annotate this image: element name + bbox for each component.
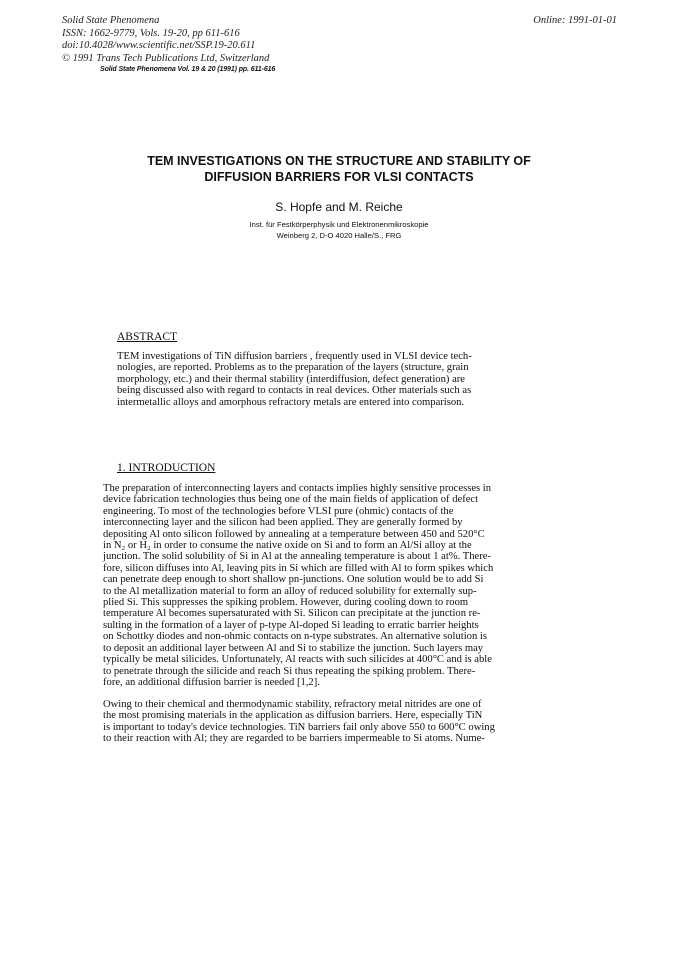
text-line: to deposit an additional layer between Al and Si to stabilize the junction. Such layers may [103, 642, 484, 654]
introduction-paragraph-2 [103, 699, 548, 745]
journal-citation: Solid State Phenomena Vol. 19 & 20 (1991) pp. 611-616 [100, 66, 276, 73]
text-line: the most promising materials in the application as diffusion barriers. Here, especially TiN [103, 710, 483, 722]
text-line: is important to today's device technologies. TiN barriers fail only above 550 to 600°C owing [103, 721, 495, 733]
introduction-paragraph-1 [103, 483, 548, 688]
text-line: temperature Al becomes supersaturated with Si. Silicon can precipitate at the junction re- [103, 608, 481, 620]
abstract-text [117, 351, 547, 408]
text-line: nologies, are reported. Problems as to the preparation of the layers (structure, grain [117, 362, 469, 374]
copyright-line: © 1991 Trans Tech Publications Ltd, Switzerland [62, 52, 270, 64]
text-line: TEM investigations of TiN diffusion barriers , frequently used in VLSI device tech- [117, 351, 472, 362]
introduction-heading: 1. INTRODUCTION [117, 462, 216, 474]
text-line: to penetrate through the silicide and reach Si thus repeating the spiking problem. There- [103, 665, 476, 677]
authors: S. Hopfe and M. Reiche [275, 200, 403, 214]
text-line: fore, silicon diffuses into Al, leaving pits in Si which are filled with Al to form spikes which [103, 562, 494, 574]
publication-metadata [62, 15, 617, 65]
text-line: junction. The solid solubility of Si in Al at the annealing temperature is about 1 at%. There- [103, 551, 491, 563]
title-line: DIFFUSION BARRIERS FOR VLSI CONTACTS [204, 170, 474, 184]
paper-title [100, 153, 578, 185]
text-line: depositing Al onto silicon followed by annealing at a temperature between 450 and 520°C [103, 528, 485, 540]
text-line: in N₂ or H₂ in order to consume the native oxide on Si and to form an Al/Si alloy at the [103, 540, 472, 552]
text-line: morphology, etc.) and their thermal stability (interdiffusion, defect generation) are [117, 373, 466, 385]
abstract-heading: ABSTRACT [117, 331, 178, 343]
text-line: engineering. To most of the technologies before VLSI pure (ohmic) contacts of the [103, 505, 454, 517]
text-line: sulting in the formation of a layer of p-type Al-doped Si leading to erratic barrier heights [103, 619, 479, 631]
doi-line: doi:10.4028/www.scientific.net/SSP.19-20.611 [62, 40, 256, 51]
journal-name: Solid State Phenomena [62, 15, 160, 26]
text-line: fore, an additional diffusion barrier is needed [1,2]. [103, 676, 320, 688]
text-line: typically be metal silicides. Unfortunately, Al reacts with such silicides at 400°C and is able [103, 654, 492, 666]
text-line: being discussed also with regard to contacts in real devices. Other materials such as [117, 385, 472, 397]
text-line: to their reaction with Al; they are regarded to be barriers impermeable to Si atoms. Nume- [103, 733, 485, 745]
issn-line: ISSN: 1662-9779, Vols. 19-20, pp 611-616 [62, 27, 240, 39]
text-line: interconnecting layer and the silicon had been applied. They are generally formed by [103, 517, 463, 529]
text-line: can penetrate deep enough to short shallow pn-junctions. One solution would be to add Si [103, 574, 484, 586]
affiliation-line: Weinberg 2, D-O 4020 Halle/S., FRG [276, 231, 402, 240]
text-line: intermetallic alloys and amorphous refractory metals are entered into comparison. [117, 396, 465, 408]
text-line: to the Al metallization material to form an alloy of reduced solubility for externally sup- [103, 585, 477, 597]
text-line: device fabrication technologies thus being one of the main fields of application of defect [103, 494, 479, 506]
affiliation-line: Inst. für Festkörperphysik und Elektronenmikroskopie [249, 220, 429, 229]
text-line: Owing to their chemical and thermodynamic stability, refractory metal nitrides are one of [103, 699, 482, 710]
online-date: Online: 1991-01-01 [533, 15, 617, 26]
text-line: plied Si. This suppresses the spiking problem. However, during cooling down to room [103, 597, 469, 609]
title-line: TEM INVESTIGATIONS ON THE STRUCTURE AND STABILITY OF [147, 154, 531, 168]
affiliation [100, 219, 578, 241]
text-line: The preparation of interconnecting layers and contacts implies highly sensitive processes in [103, 483, 492, 494]
text-line: on Schottky diodes and non-ohmic contacts on n-type substrates. An alternative solution is [103, 631, 487, 643]
